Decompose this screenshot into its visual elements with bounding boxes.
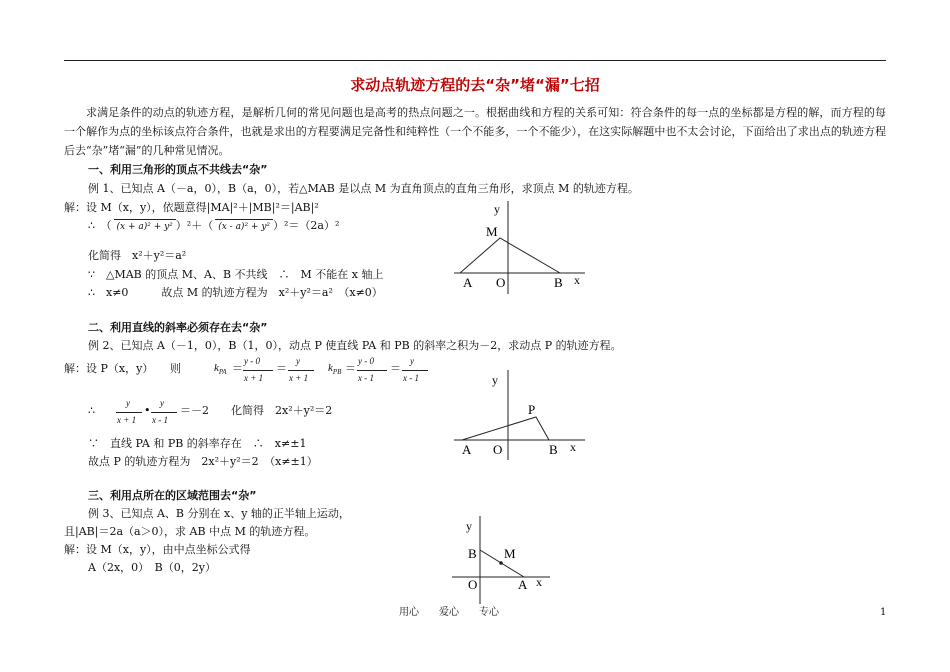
- section2-heading: 二、利用直线的斜率必须存在去“杂”: [88, 321, 268, 334]
- kpb-eq2: ＝: [390, 362, 401, 375]
- kpb-sub: PB: [332, 368, 342, 377]
- frac2-num: y: [296, 356, 300, 366]
- fig2-label-B: B: [549, 442, 558, 457]
- example3-line2: 且|AB|＝2a（a＞0），求 AB 中点 M 的轨迹方程。: [64, 525, 316, 538]
- s2-line3: ∵ 直线 PA 和 PB 的斜率存在 ∴ x≠±1: [88, 437, 307, 450]
- frac1-bar: [243, 370, 273, 371]
- s2-line2-rest: ＝－2 化简得 2x²＋y²＝2: [180, 404, 333, 417]
- intro-paragraph: 求满足条件的动点的轨迹方程，是解析几何的常见问题也是高考的热点问题之一。根据曲线和方程的关系可知：符合条件的每一点的坐标都是方程的解，而方程的每一个解作为点的坐标该点符合条件，也就是求出的方程要满足完备性和纯粹性（一个不能多，一个不能少），在这实际解题中也不太会讨论，下面给出了求出点的轨迹方程后去“杂”堵“漏”的几种常见情况。: [64, 106, 886, 157]
- mult-dot: •: [144, 404, 151, 417]
- s1-eq-2a: ）²＝（2a）²: [273, 219, 340, 232]
- s1-plus: ）²＋（: [175, 219, 214, 232]
- mfrac1-den: x + 1: [117, 415, 137, 425]
- frac4-den: x - 1: [403, 373, 419, 383]
- example2-text: 例 2、已知点 A（－1，0），B（1，0），动点 P 使直线 PA 和 PB 的斜率之积为－2，求动点 P 的轨迹方程。: [88, 339, 622, 352]
- fig3-label-A: A: [518, 577, 528, 592]
- kpa-eq2: ＝: [276, 362, 287, 375]
- kpa-eq: ＝: [232, 362, 243, 375]
- s2-line4: 故点 P 的轨迹方程为 2x²＋y²＝2 （x≠±1）: [88, 455, 318, 468]
- s1-line2: [88, 219, 339, 234]
- mfrac2-den: x - 1: [152, 415, 168, 425]
- mfrac1-num: y: [126, 398, 130, 408]
- figure-2: [450, 368, 600, 460]
- frac1-num: y - 0: [244, 356, 260, 366]
- example1-text: 例 1、已知点 A（－a，0），B（a，0），若△MAB 是以点 M 为直角顶点的直角三角形，求顶点 M 的轨迹方程。: [88, 182, 639, 195]
- fig2-label-A: A: [462, 442, 472, 457]
- s3-line3: 解：设 M（x，y），由中点坐标公式得: [64, 543, 251, 556]
- page-title: 求动点轨迹方程的去“杂”堵“漏”七招: [350, 76, 600, 94]
- frac3-num: y - 0: [358, 356, 374, 366]
- mfrac1-bar: [116, 412, 142, 413]
- frac1-den: x + 1: [244, 373, 264, 383]
- frac3-den: x - 1: [358, 373, 374, 383]
- fig1-label-A: A: [463, 275, 473, 290]
- kpb-eq: ＝: [345, 362, 356, 375]
- fig3-label-O: O: [468, 577, 478, 592]
- fig1-label-x: x: [574, 273, 580, 287]
- frac3-bar: [357, 370, 387, 371]
- fig2-label-O: O: [493, 442, 503, 457]
- fig1-label-B: B: [554, 275, 563, 290]
- frac4-num: y: [410, 356, 414, 366]
- frac4-bar: [402, 370, 428, 371]
- section3-heading: 三、利用点所在的区域范围去“杂”: [88, 489, 257, 502]
- fig3-label-M: M: [504, 546, 516, 561]
- fig2-label-P: P: [528, 402, 536, 417]
- figure-1: [450, 196, 600, 296]
- fig2-label-x: x: [570, 440, 576, 454]
- fig1-label-O: O: [496, 275, 506, 290]
- footer-motto: 用心 爱心 专心: [399, 607, 499, 618]
- fig3-label-B: B: [468, 546, 477, 561]
- fig1-label-M: M: [486, 224, 498, 239]
- header-rule: [64, 60, 886, 61]
- kpb-symbol: [328, 362, 341, 376]
- kpa-sub: PA: [218, 368, 227, 377]
- fig2-label-y: y: [492, 373, 498, 387]
- page-number: 1: [880, 607, 887, 618]
- s3-line4: A（2x，0） B（0，2y）: [88, 561, 216, 574]
- s1-line3: 化简得 x²＋y²＝a²: [88, 249, 187, 262]
- s1-line5: ∴ x≠0 故点 M 的轨迹方程为 x²＋y²＝a² （x≠0）: [88, 286, 383, 299]
- mfrac2-bar: [151, 412, 177, 413]
- kpb-k: k: [328, 362, 333, 374]
- s1-therefore: ∴ （: [88, 219, 112, 232]
- example3-line1: 例 3、已知点 A、B 分别在 x、y 轴的正半轴上运动，: [88, 507, 350, 520]
- kpa-symbol: [214, 362, 227, 376]
- sqrt-2: (x - a)² + y²: [215, 219, 273, 234]
- figure-3: [450, 514, 560, 606]
- frac2-bar: [288, 370, 314, 371]
- section1-heading: 一、利用三角形的顶点不共线去“杂”: [88, 163, 268, 176]
- fig3-label-y: y: [466, 519, 472, 533]
- s2-therefore: ∴: [88, 404, 95, 417]
- kpa-k: k: [214, 362, 219, 374]
- fig1-label-y: y: [494, 202, 500, 216]
- sqrt-1: (x + a)² + y²: [114, 219, 176, 234]
- s2-line1: 解：设 P（x，y） 则: [64, 362, 181, 375]
- s1-line4: ∵ △MAB 的顶点 M、A、B 不共线 ∴ M 不能在 x 轴上: [88, 268, 384, 281]
- s1-line1: 解：设 M（x，y），依题意得|MA|²＋|MB|²＝|AB|²: [64, 201, 319, 214]
- frac2-den: x + 1: [289, 373, 309, 383]
- mfrac2-num: y: [160, 398, 164, 408]
- fig3-label-x: x: [536, 575, 542, 589]
